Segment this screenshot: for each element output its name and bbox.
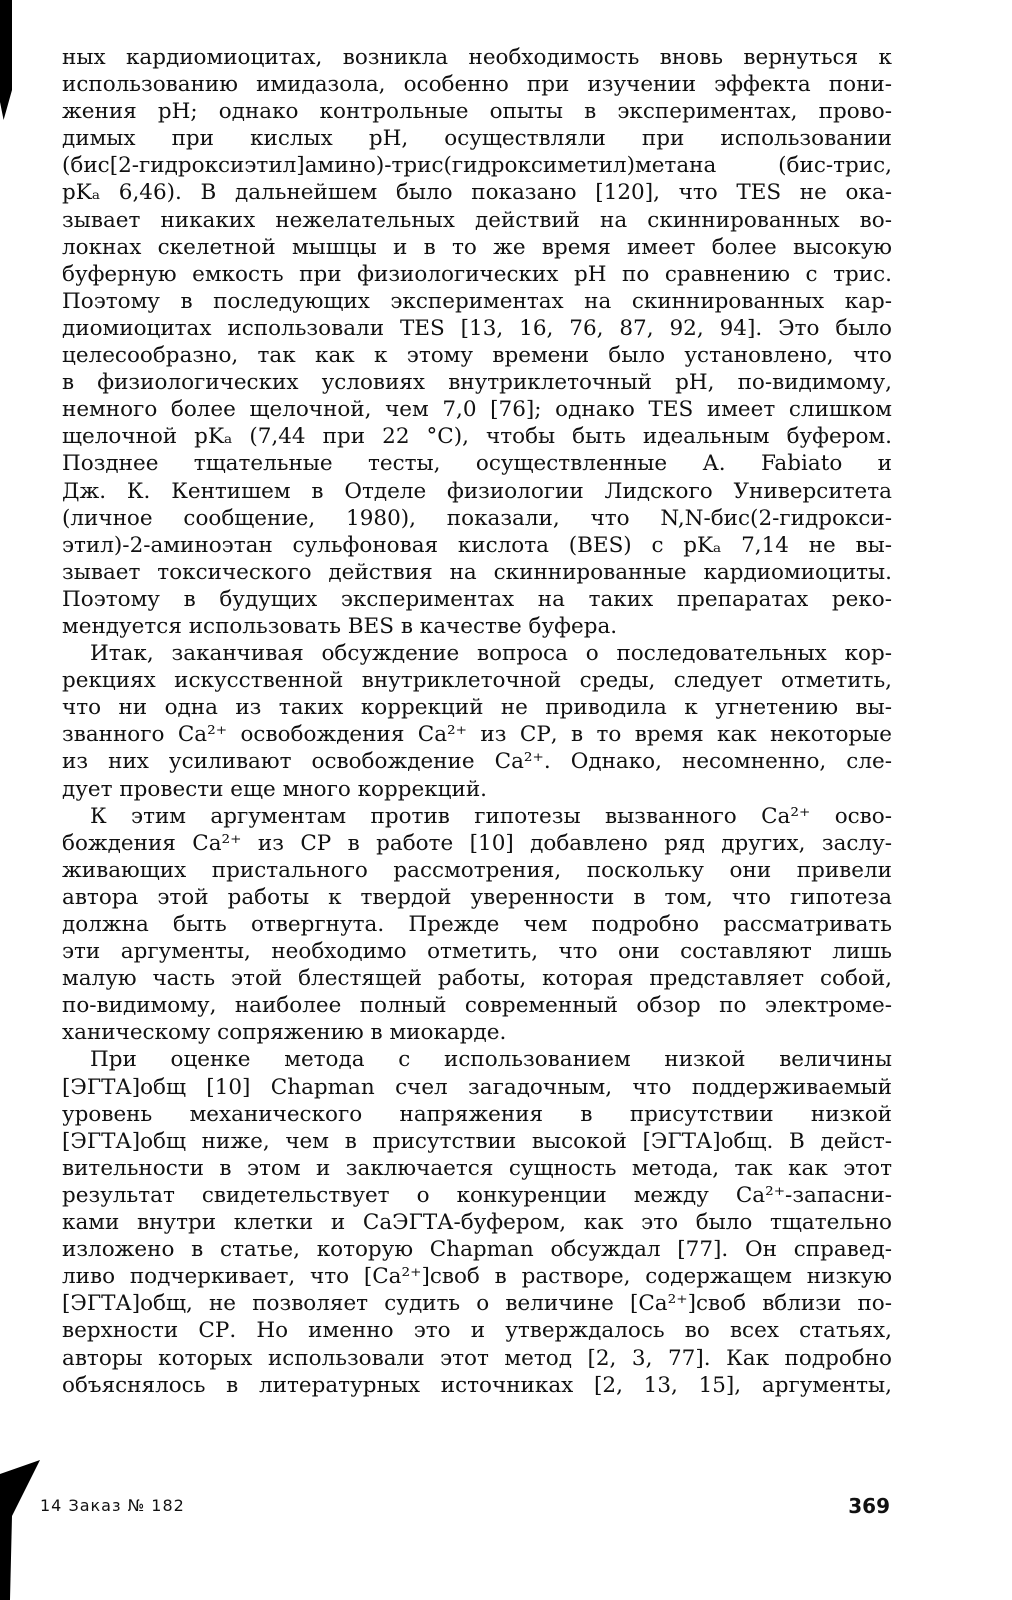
text-line: объяснялось в литературных источниках [2, 13, 15], аргументы, — [62, 1372, 892, 1398]
text-line: авторы которых использовали этот метод [2, 3, 77]. Как подробно — [62, 1345, 892, 1371]
text-line: ханическому сопряжению в миокарде. — [62, 1020, 507, 1046]
text-line: в физиологических условиях внутриклеточный pH, по-видимому, — [62, 370, 892, 396]
text-line: бождения Ca²⁺ из СР в работе [10] добавлено ряд других, заслу- — [62, 830, 892, 856]
text-line: автора этой работы к твердой уверенности в том, что гипотеза — [62, 884, 892, 910]
text-line: уровень механического напряжения в присутствии низкой — [62, 1101, 892, 1127]
scan-edge-mark-top — [0, 0, 12, 120]
page-footer — [40, 1494, 892, 1524]
text-line: званного Ca²⁺ освобождения Ca²⁺ из СР, в то время как некоторые — [62, 722, 892, 748]
text-line: живающих пристального рассмотрения, поскольку они привели — [62, 857, 892, 883]
text-line: pKₐ 6,46). В дальнейшем было показано [120], что TES не ока- — [62, 180, 892, 206]
text-line: этил)-2-аминоэтан сульфоновая кислота (BES) с pKₐ 7,14 не вы- — [62, 532, 892, 558]
text-line: мендуется использовать BES в качестве буфера. — [62, 613, 618, 639]
text-line: локнах скелетной мышцы и в то же время имеет более высокую — [62, 234, 892, 260]
text-line: Поэтому в будущих экспериментах на таких препаратах реко- — [62, 586, 892, 612]
text-line: зывает никаких нежелательных действий на скиннированных во- — [62, 207, 892, 233]
text-line: по-видимому, наиболее полный современный обзор по электроме- — [62, 993, 892, 1019]
text-line: верхности СР. Но именно это и утверждалось во всех статьях, — [62, 1318, 892, 1344]
text-line: буферную емкость при физиологических pH по сравнению с трис. — [62, 261, 892, 287]
text-line: изложено в статье, которую Chapman обсуждал [77]. Он справед- — [62, 1237, 892, 1263]
text-line: немного более щелочной, чем 7,0 [76]; однако TES имеет слишком — [62, 397, 892, 423]
text-line: Позднее тщательные тесты, осуществленные А. Fabiato и — [62, 451, 892, 477]
signature-mark: 14 Заказ № 182 — [40, 1496, 185, 1515]
text-line: К этим аргументам против гипотезы вызванного Ca²⁺ осво- — [90, 803, 892, 829]
text-line: жения pH; однако контрольные опыты в экспериментах, прово- — [62, 99, 892, 125]
text-line: Итак, заканчивая обсуждение вопроса о последовательных кор- — [90, 641, 892, 667]
text-line: [ЭГТА]общ [10] Chapman счел загадочным, что поддерживаемый — [62, 1074, 892, 1100]
text-line: использованию имидазола, особенно при изучении эффекта пони- — [62, 72, 892, 98]
text-line: Поэтому в последующих экспериментах на скиннированных кар- — [62, 288, 892, 314]
text-line: малую часть этой блестящей работы, которая представляет собой, — [62, 966, 892, 992]
text-line: дует провести еще много коррекций. — [62, 776, 488, 802]
text-line: [ЭГТА]общ ниже, чем в присутствии высокой [ЭГТА]общ. В дейст- — [62, 1128, 892, 1154]
text-line: ками внутри клетки и CaЭГТА-буфером, как это было тщательно — [62, 1210, 892, 1236]
text-line: (бис[2-гидроксиэтил]амино)-трис(гидроксиметил)метана (бис-трис, — [62, 153, 892, 179]
text-line: эти аргументы, необходимо отметить, что они составляют лишь — [62, 939, 892, 965]
page-number: 369 — [848, 1494, 890, 1518]
text-line: щелочной pKₐ (7,44 при 22 °C), чтобы быть идеальным буфером. — [62, 424, 892, 450]
text-line: из них усиливают освобождение Ca²⁺. Однако, несомненно, сле- — [62, 749, 892, 775]
text-line: ных кардиомиоцитах, возникла необходимость вновь вернуться к — [62, 45, 892, 70]
text-line: ливо подчеркивает, что [Ca²⁺]своб в растворе, содержащем низкую — [62, 1264, 892, 1290]
text-line: Дж. К. Кентишем в Отделе физиологии Лидского Университета — [62, 478, 892, 504]
text-line: зывает токсического действия на скиннированные кардиомиоциты. — [62, 559, 892, 585]
text-line: диомиоцитах использовали TES [13, 16, 76, 87, 92, 94]. Это было — [62, 315, 892, 341]
text-line: (личное сообщение, 1980), показали, что N,N-бис(2-гидрокси- — [62, 505, 892, 531]
text-line: что ни одна из таких коррекций не приводила к угнетению вы- — [62, 695, 892, 721]
text-line: результат свидетельствует о конкуренции между Ca²⁺-запасни- — [62, 1182, 892, 1208]
text-line: должна быть отвергнута. Прежде чем подробно рассматривать — [62, 912, 892, 937]
text-line: вительности в этом и заключается сущность метода, так как этот — [62, 1155, 892, 1181]
body-text — [62, 44, 892, 1399]
text-line: рекциях искусственной внутриклеточной среды, следует отметить, — [62, 668, 892, 694]
text-line: При оценке метода с использованием низкой величины — [90, 1047, 892, 1073]
text-line: [ЭГТА]общ, не позволяет судить о величине [Ca²⁺]своб вблизи по- — [62, 1291, 892, 1317]
text-line: целесообразно, так как к этому времени было установлено, что — [62, 343, 892, 369]
text-line: димых при кислых pH, осуществляли при использовании — [62, 126, 892, 152]
scan-edge-mark-bottom — [0, 1460, 40, 1600]
